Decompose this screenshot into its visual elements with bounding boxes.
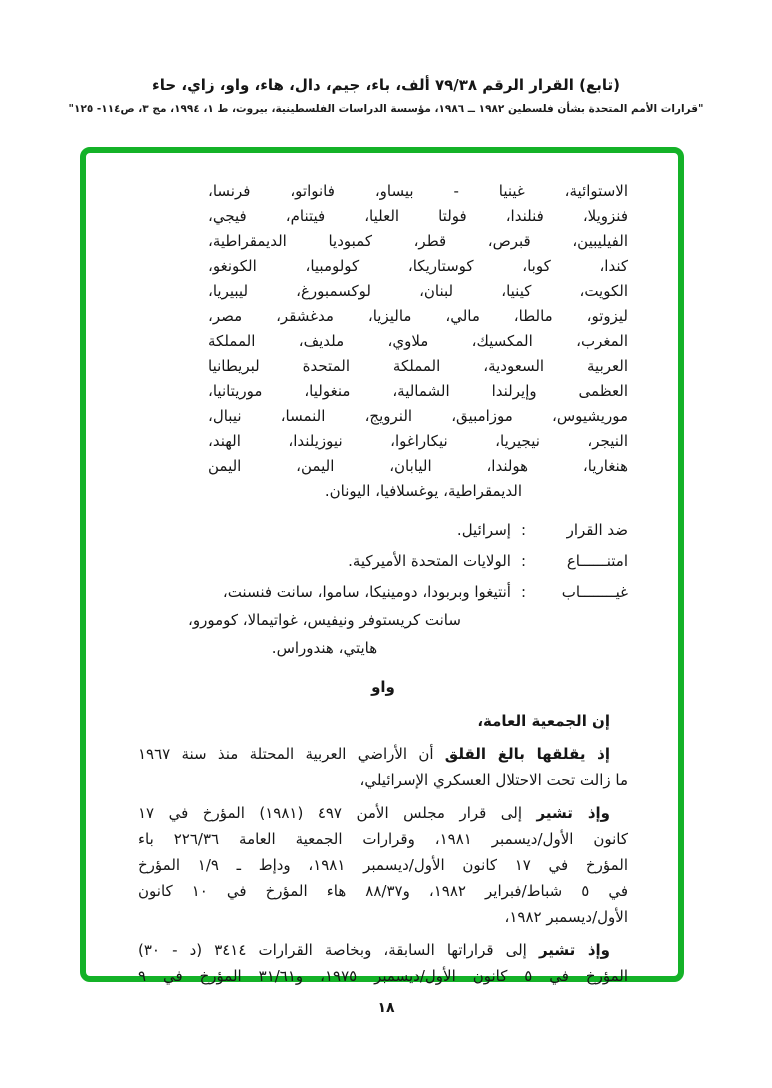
paragraph-line [138, 904, 628, 930]
vote-colon: : [520, 521, 526, 539]
country-list-line: موريشيوس، موزامبيق، النرويج، النمسا، نيبال، [208, 407, 628, 425]
paragraph-line [138, 767, 628, 793]
paragraph-line [138, 852, 628, 878]
paragraph-line [138, 826, 628, 852]
country-list-line: هنغاريا، هولندا، اليابان، اليمن، اليمن [208, 457, 628, 475]
resolution-title: (تابع) القرار الرقم ٧٩/٣٨ ألف، باء، جيم، دال، هاء، واو، زاي، حاء [152, 76, 620, 94]
paragraph-line [138, 963, 628, 989]
country-vote-list [208, 179, 628, 504]
vote-abstain-label: امتنــــــاع [566, 552, 628, 570]
paragraph-text: إلى قرار مجلس الأمن ٤٩٧ (١٩٨١) المؤرخ في ١٧ [138, 804, 537, 822]
country-list-line: ليزوتو، مالطا، مالي، ماليزيا، مدغشقر، مصر، [208, 307, 628, 325]
document-header [0, 0, 772, 115]
paragraph-text: أن الأراضي العربية المحتلة منذ سنة ١٩٦٧ [138, 745, 445, 763]
vote-value-line: إسرائيل. [456, 521, 511, 539]
country-list-line: العربية السعودية، المملكة المتحدة لبريطانيا [208, 357, 628, 375]
country-list-line: المغرب، المكسيك، ملاوي، ملديف، المملكة [208, 332, 628, 350]
country-list-line: الفيليبين، قبرص، قطر، كمبوديا الديمقراطية، [208, 232, 628, 250]
source-citation: "قرارات الأمم المتحدة بشأن فلسطين ١٩٨٢ ــ ١٩٨٦، مؤسسة الدراسات الفلسطينية، بيروت، ط ١، ١٩٩٤، مج ٣، ص١١٤- ١٢٥" [68, 103, 704, 115]
country-list-line: كندا، كوبا، كوستاريكا، كولومبيا، الكونغو، [208, 257, 628, 275]
vote-value-line: أنتيغوا وبربودا، دومينيكا، ساموا، سانت فنسنت، [222, 583, 511, 601]
paragraph-text: المؤرخ في ٥ كانون الأول/ديسمبر ١٩٧٥، و٣١/٦١ المؤرخ في ٩ [138, 967, 628, 985]
paragraph-lead-bold: إن الجمعية العامة، [477, 712, 610, 730]
vote-absent-value [138, 578, 511, 662]
vote-results [138, 516, 628, 662]
paragraph-lead-bold: وإذ تشير [538, 941, 610, 959]
country-list-line: فنزويلا، فنلندا، فولتا العليا، فيتنام، فيجي، [208, 207, 628, 225]
vote-value-line: الولايات المتحدة الأميركية. [348, 552, 511, 570]
vote-value-line: هايتي، هندوراس. [271, 639, 378, 657]
vote-against-value [138, 516, 511, 544]
paragraph-line [138, 937, 628, 963]
vote-colon: : [520, 552, 526, 570]
section-heading-waw: واو [371, 678, 395, 696]
paragraph-line [138, 800, 628, 826]
paragraph-text: ما زالت تحت الاحتلال العسكري الإسرائيلي، [359, 771, 628, 789]
vote-abstain-value [138, 547, 511, 575]
paragraph-text: في ٥ شباط/فبراير ١٩٨٢، و٨٨/٣٧ هاء المؤرخ في ١٠ كانون [138, 882, 629, 900]
page-number: ١٨ [377, 1000, 395, 1016]
vote-absent-row [138, 578, 628, 662]
vote-against-label: ضد القرار [566, 521, 628, 539]
vote-abstain-row [138, 547, 628, 575]
resolution-paragraphs [138, 708, 628, 989]
country-list-line: النيجر، نيجيريا، نيكاراغوا، نيوزيلندا، الهند، [208, 432, 628, 450]
country-list-line: الاستوائية، غينيا - بيساو، فانواتو، فرنسا، [208, 182, 628, 200]
vote-colon: : [520, 583, 526, 601]
paragraph-text: المؤرخ في ١٧ كانون الأول/ديسمبر ١٩٨١، ودإط ـ ١/٩ المؤرخ [138, 856, 628, 874]
paragraph-text: إلى قراراتها السابقة، وبخاصة القرارات ٣٤١٤ (د - ٣٠) [138, 941, 539, 959]
vote-value-line: سانت كريستوفر ونيفيس، غواتيمالا، كومورو، [188, 611, 461, 629]
paragraph-lead-bold: وإذ تشير [536, 804, 610, 822]
paragraph-line [138, 878, 628, 904]
country-list-line: العظمى وإيرلندا الشمالية، منغوليا، موريتانيا، [208, 382, 628, 400]
vote-against-row [138, 516, 628, 544]
country-list-line: الكويت، كينيا، لبنان، لوكسمبورغ، ليبيريا، [208, 282, 628, 300]
paragraph-text: الأول/ديسمبر ١٩٨٢، [504, 908, 628, 926]
content-frame [80, 147, 684, 985]
paragraph-text: كانون الأول/ديسمبر ١٩٨١، وقرارات الجمعية العامة ٢٢٦/٣٦ باء [138, 830, 628, 848]
country-list-line: الديمقراطية، يوغسلافيا، اليونان. [324, 482, 522, 500]
paragraph-line [138, 741, 628, 767]
vote-absent-label: غيــــــــاب [561, 583, 628, 601]
paragraph-lead-bold: إذ يقلقها بالغ القلق [444, 745, 611, 763]
paragraph-line [138, 708, 628, 734]
